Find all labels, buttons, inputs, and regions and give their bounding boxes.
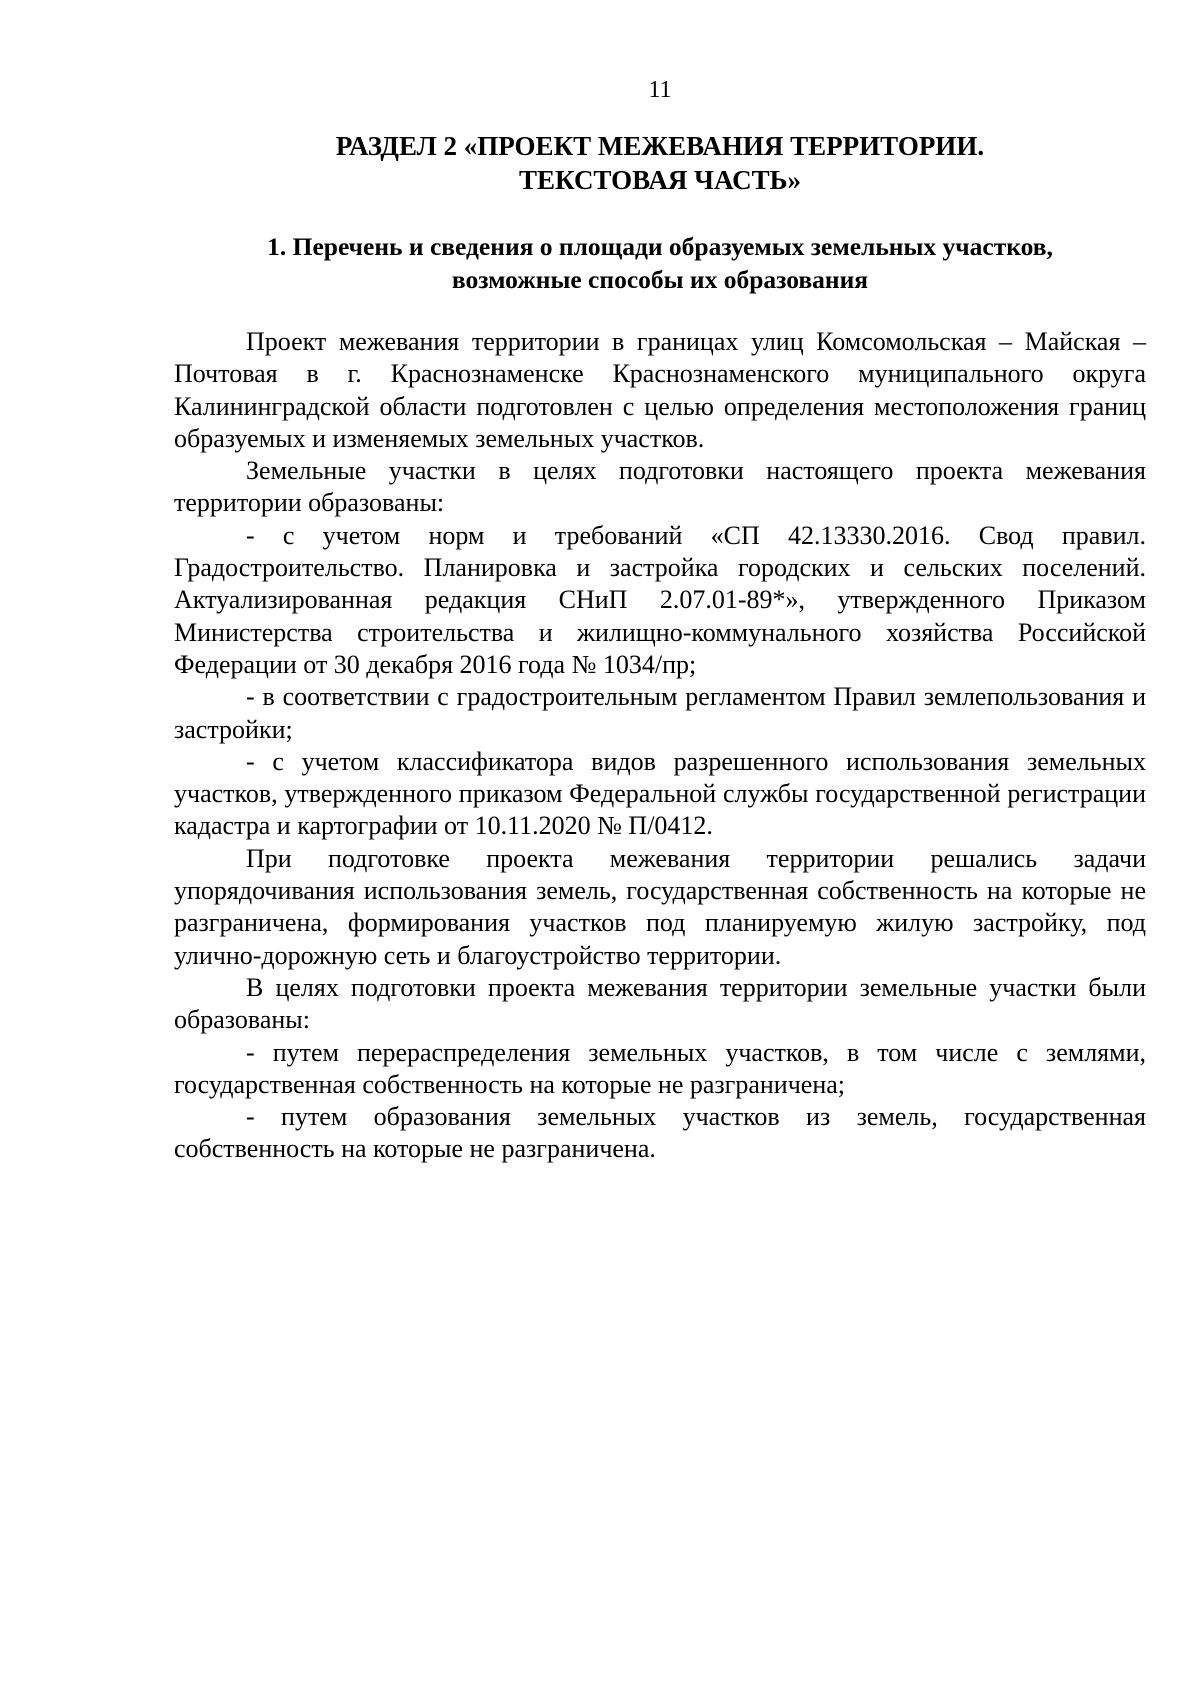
section-title-line-1: РАЗДЕЛ 2 «ПРОЕКТ МЕЖЕВАНИЯ ТЕРРИТОРИИ. (335, 131, 985, 161)
paragraph-formation-basis: Земельные участки в целях подготовки настоящего проекта межевания территории образованы: (174, 456, 1146, 518)
document-page (174, 0, 1146, 1698)
section-title (174, 129, 1146, 197)
paragraph-intro: Проект межевания территории в границах улиц Комсомольская – Майская – Почтовая в г. Краснознаменске Краснознаменского муниципального округа Калининградской области подготовлен с целью определения местоположения границ образуемых и изменяемых земельных участков. (174, 327, 1146, 453)
section-title-line-2: ТЕКСТОВАЯ ЧАСТЬ» (519, 165, 801, 195)
paragraph-methods: В целях подготовки проекта межевания территории земельные участки были образованы: (174, 972, 1146, 1035)
list-item-formation-from-lands: - путем образования земельных участков из земель, государственная собственность на которые не разграничена. (174, 1102, 1146, 1164)
paragraph-tasks: При подготовке проекта межевания территории решались задачи упорядочивания использования земель, государственная собственность на которые не разграничена, формирования участков под планируемую жилую застройку, под улично-дорожную сеть и благоустройство территории. (174, 843, 1146, 970)
list-item-redistribution: - путем перераспределения земельных участков, в том числе с землями, государственная собственность на которые не разграничена; (174, 1037, 1146, 1099)
subsection-title-line-1: 1. Перечень и сведения о площади образуемых земельных участков, (267, 232, 1053, 261)
subsection-title (174, 230, 1146, 296)
list-item-sp-norms: - с учетом норм и требований «СП 42.13330.2016. Свод правил. Градостроительство. Планировка и застройка городских и сельских поселений. Актуализированная редакция СНиП 2.07.01-89*», утвержденного Приказом Министерства строительства и жилищно-коммунального хозяйства Российской Федерации от 30 декабря 2016 года № 1034/пр; (174, 520, 1146, 679)
list-item-regulations: - в соответствии с градостроительным регламентом Правил землепользования и застройки; (174, 682, 1146, 744)
subsection-title-line-2: возможные способы их образования (451, 265, 869, 294)
body-text (174, 326, 1146, 1166)
list-item-classifier: - с учетом классификатора видов разрешенного использования земельных участков, утвержденного приказом Федеральной службы государственной регистрации кадастра и картографии от 10.11.2020 № П/0412. (174, 746, 1146, 841)
page-number: 11 (648, 77, 672, 103)
